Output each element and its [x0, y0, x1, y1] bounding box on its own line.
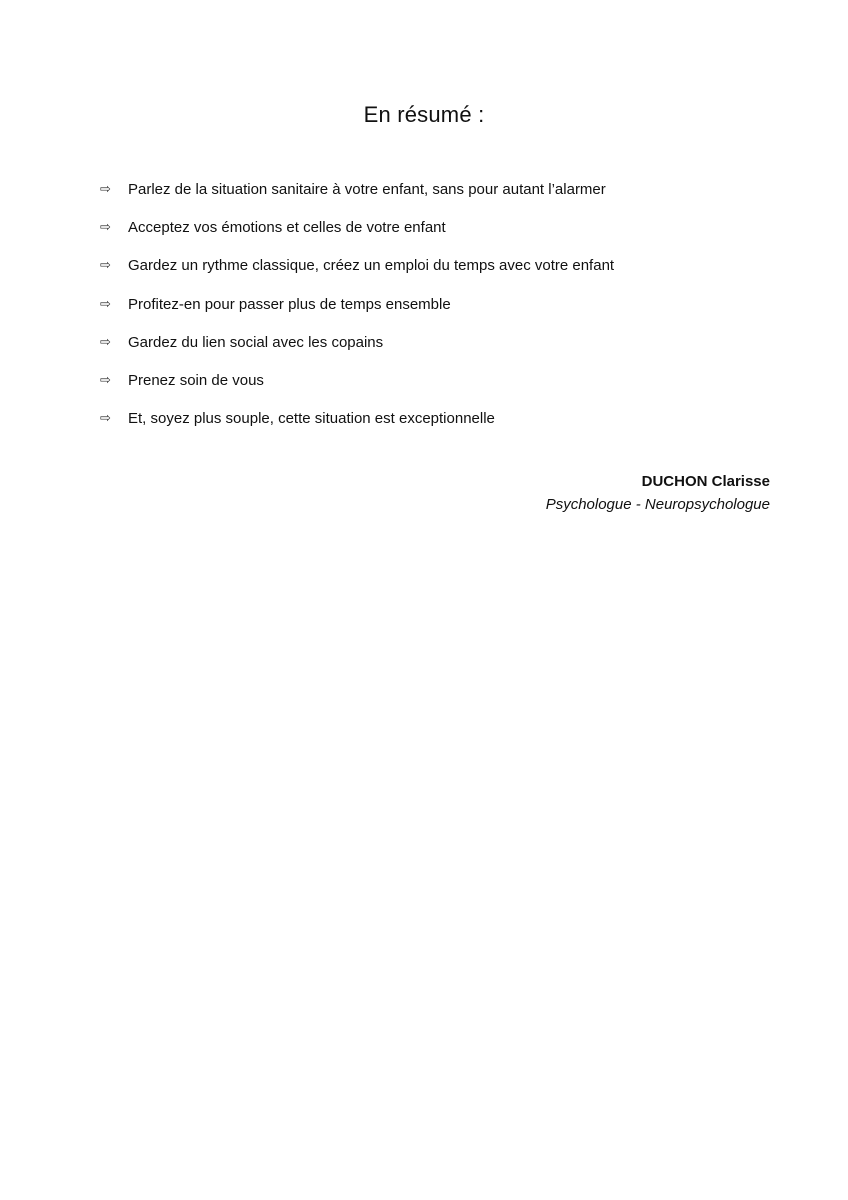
list-item	[100, 285, 780, 323]
summary-list	[100, 170, 780, 438]
list-item-text: Profitez-en pour passer plus de temps ensemble	[128, 295, 451, 313]
outlined-right-arrow-icon: ⇨	[100, 296, 111, 312]
signature-block	[546, 470, 770, 516]
list-item	[100, 361, 780, 399]
outlined-right-arrow-icon: ⇨	[100, 334, 111, 350]
signature-role: Psychologue - Neuropsychologue	[545, 496, 770, 513]
signature-name: DUCHON Clarisse	[641, 473, 770, 490]
outlined-right-arrow-icon: ⇨	[100, 258, 111, 274]
list-item	[100, 170, 780, 208]
list-item-text: Gardez un rythme classique, créez un emploi du temps avec votre enfant	[128, 257, 615, 275]
list-item	[100, 208, 780, 246]
list-item	[100, 323, 780, 361]
list-item-text: Parlez de la situation sanitaire à votre enfant, sans pour autant l’alarmer	[128, 180, 606, 198]
outlined-right-arrow-icon: ⇨	[100, 411, 111, 427]
outlined-right-arrow-icon: ⇨	[100, 373, 111, 389]
page-title: En résumé :	[363, 102, 485, 127]
list-item-text: Gardez du lien social avec les copains	[128, 333, 384, 351]
outlined-right-arrow-icon: ⇨	[100, 219, 111, 235]
outlined-right-arrow-icon: ⇨	[100, 181, 111, 197]
list-item	[100, 400, 780, 438]
list-item	[100, 247, 780, 285]
list-item-text: Et, soyez plus souple, cette situation est exceptionnelle	[128, 410, 495, 428]
list-item-text: Prenez soin de vous	[128, 372, 264, 390]
list-item-text: Acceptez vos émotions et celles de votre enfant	[128, 218, 446, 236]
